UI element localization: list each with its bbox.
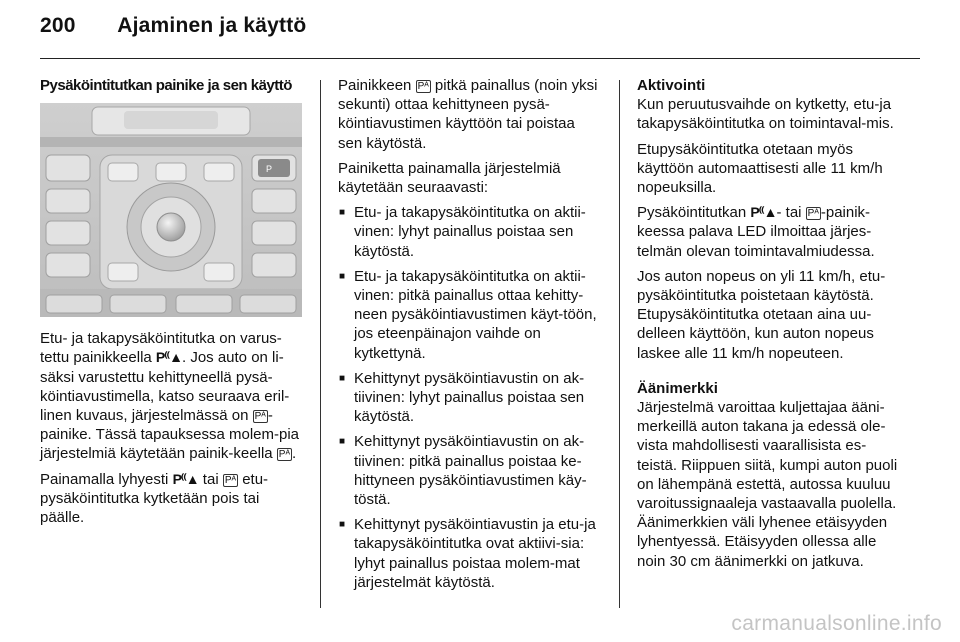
column-3 [637, 76, 905, 577]
paragraph: Jos auton nopeus on yli 11 km/h, etu-pysäköintitutka poistetaan käytöstä. Etupysäköintitutka otetaan aina uu-delleen käyttöön, kun auton nopeus laskee alle 11 km/h nopeuteen. [637, 267, 886, 362]
watermark: carmanualsonline.info [731, 612, 942, 635]
paragraph: Painikkeen Pᴬ pitkä painallus (noin yksi sekunti) ottaa kehittyneen pysä-köintiavustimen käyttöön tai poistaa sen käytöstä. [338, 77, 598, 152]
list-item: ■ Kehittynyt pysäköintiavustin on ak-tiivinen: lyhyt painallus poistaa sen käytöstä. [338, 369, 602, 427]
column-2 [338, 76, 602, 598]
park-assist-icon: Pᴬ [278, 449, 290, 461]
paragraph: Painiketta painamalla järjestelmiä käytetään seuraavasti: [338, 159, 561, 197]
paragraph: Kun peruutusvaihde on kytketty, etu-ja takapysäköintitutka on toimintaval-mis. [637, 96, 894, 133]
page-number: 200 [40, 14, 76, 37]
park-assist-icon: Pᴬ [224, 474, 237, 486]
paragraph: Pysäköintitutkan P⁽⁽▲- tai Pᴬ -painik-keessa palava LED ilmoittaa järjes-telmän olevan toimintavalmiudessa. [637, 204, 875, 260]
section-heading-parking-button: Pysäköintitutkan painike ja sen käyttö [40, 77, 292, 94]
dashboard-photo [40, 103, 302, 317]
page-header [40, 14, 306, 38]
paragraph: Etu- ja takapysäköintitutka on varus-tettu painikkeella P⁽⁽▲. Jos auto on li-säksi varustettu kehittyneellä pysä-köintiavustimella, katso seuraava eril-linen kuvaus, järjestelmässä on Pᴬ -painike. Tässä tapauksessa molem-pia järjestelmiä käytetään painik-keella Pᴬ . [40, 330, 300, 463]
park-assist-icon: Pᴬ [254, 411, 266, 423]
bullet-list [338, 203, 602, 592]
park-pilot-icon: P⁽⁽▲ [750, 204, 777, 221]
section-heading-sound-signal: Äänimerkki [637, 379, 718, 397]
column-1 [40, 76, 303, 533]
page-title: Ajaminen ja käyttö [117, 14, 307, 37]
park-pilot-icon: P⁽⁽▲ [155, 349, 182, 366]
column-divider-2 [619, 80, 620, 608]
paragraph: Painamalla lyhyesti P⁽⁽▲ tai Pᴬ etu-pysäköintitutka kytketään pois tai päälle. [40, 470, 269, 527]
list-item: ■ Kehittynyt pysäköintiavustin on ak-tiivinen: pitkä painallus poistaa ke-hittyneen pysäköintiavustimen käy-töstä. [338, 432, 602, 509]
list-item: ■ Etu- ja takapysäköintitutka on aktii-vinen: lyhyt painallus poistaa sen käytöstä. [338, 203, 602, 261]
paragraph: Etupysäköintitutka otetaan myös käyttöön automaattisesti alle 11 km/h nopeuksilla. [637, 140, 883, 197]
park-assist-icon: Pᴬ [807, 208, 819, 220]
column-divider-1 [320, 80, 321, 608]
park-assist-icon: Pᴬ [417, 81, 429, 92]
list-item: ■ Kehittynyt pysäköintiavustin ja etu-ja takapysäköintitutka ovat aktiivi-sia: lyhyt painallus poistaa molem-mat järjestelmät käytöstä. [338, 515, 602, 592]
header-rule [40, 58, 920, 59]
section-heading-activation: Aktivointi [637, 77, 706, 94]
paragraph: Järjestelmä varoittaa kuljettajaa ääni-merkeillä auton takana ja edessä ole-vista mahdollisesti vaarallisista es-teistä. Riippuen siitä, kumpi auton puoli on lähempänä estettä, autossa kuuluu varoitussignaaleja vastaavalla puolella. Äänimerkkien väli lyhenee etäisyyden lyhentyessä. Etäisyyden ollessa alle noin 30 cm äänimerkki on jatkuva. [637, 399, 898, 570]
list-item: ■ Etu- ja takapysäköintitutka on aktii-vinen: pitkä painallus ottaa kehitty-neen pysäköintiavustimen käyt-töön, jos eteenpäinajon vaihde on kytkettynä. [338, 267, 602, 363]
svg-text:P: P [266, 164, 273, 175]
park-pilot-icon: P⁽⁽▲ [172, 470, 199, 487]
